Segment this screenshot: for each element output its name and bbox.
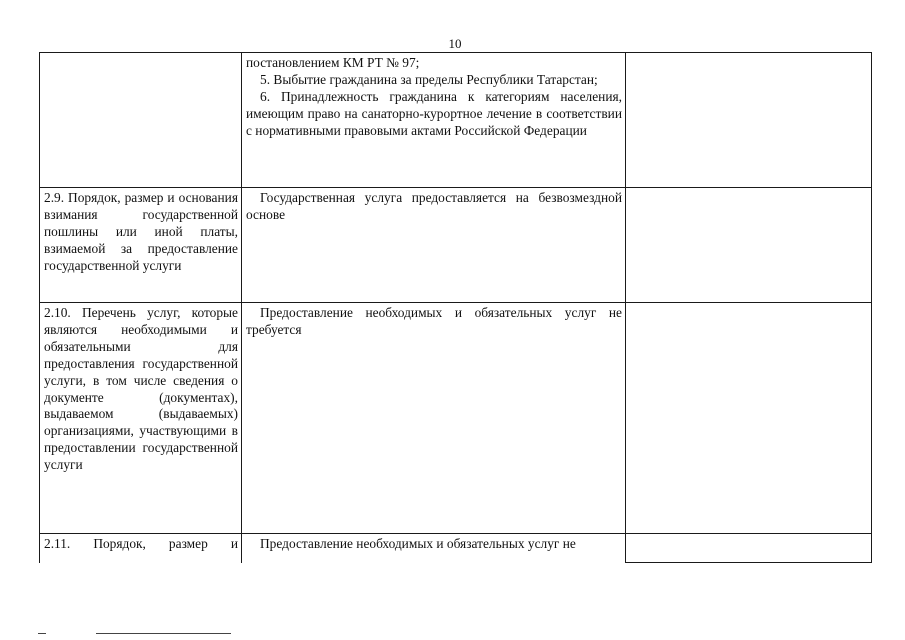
table-cell-notes <box>626 303 872 534</box>
services-table <box>39 52 872 563</box>
paragraph-decree-ref: постановлением КМ РТ № 97; <box>246 55 420 70</box>
table-row-2-9 <box>40 188 872 303</box>
table-cell-notes <box>626 534 872 563</box>
section-2-9-title: 2.9. Порядок, размер и основания взимания государственной пошлины или иной платы, взимаемой за предоставление государственной услуги <box>44 190 238 273</box>
table-cell-content <box>242 534 626 563</box>
table-cell-content <box>242 53 626 188</box>
table-row-2-11 <box>40 534 872 563</box>
section-2-10-content: Предоставление необходимых и обязательных услуг не требуется <box>246 305 622 337</box>
table-cell-section <box>40 303 242 534</box>
table-cell-section <box>40 534 242 563</box>
table-cell-content <box>242 188 626 303</box>
page-number: 10 <box>448 36 462 51</box>
section-2-11-title: 2.11. Порядок, размер и <box>44 536 238 551</box>
footer-rule <box>96 633 231 634</box>
section-2-11-content: Предоставление необходимых и обязательных услуг не <box>260 536 576 551</box>
table-cell-notes <box>626 188 872 303</box>
table-cell-notes <box>626 53 872 188</box>
footer-rule-mark <box>38 633 46 634</box>
table-cell-section <box>40 53 242 188</box>
table-cell-section <box>40 188 242 303</box>
section-2-10-title: 2.10. Перечень услуг, которые являются необходимыми и обязательными для предоставления государственной услуги, в том числе сведения о документе (документах), выдаваемом (выдаваемых) организациями, участвующими в предоставлении государственной услуги <box>44 305 238 473</box>
table-row-continuation <box>40 53 872 188</box>
table-row-2-10 <box>40 303 872 534</box>
section-2-9-content: Государственная услуга предоставляется на безвозмездной основе <box>246 190 622 222</box>
paragraph-item-5: 5. Выбытие гражданина за пределы Республики Татарстан; <box>260 71 598 87</box>
table-cell-content <box>242 303 626 534</box>
paragraph-item-6: 6. Принадлежность гражданина к категориям населения, имеющим право на санаторно-курортное лечение в соответствии с нормативными правовыми актами Российской Федерации <box>246 88 622 138</box>
